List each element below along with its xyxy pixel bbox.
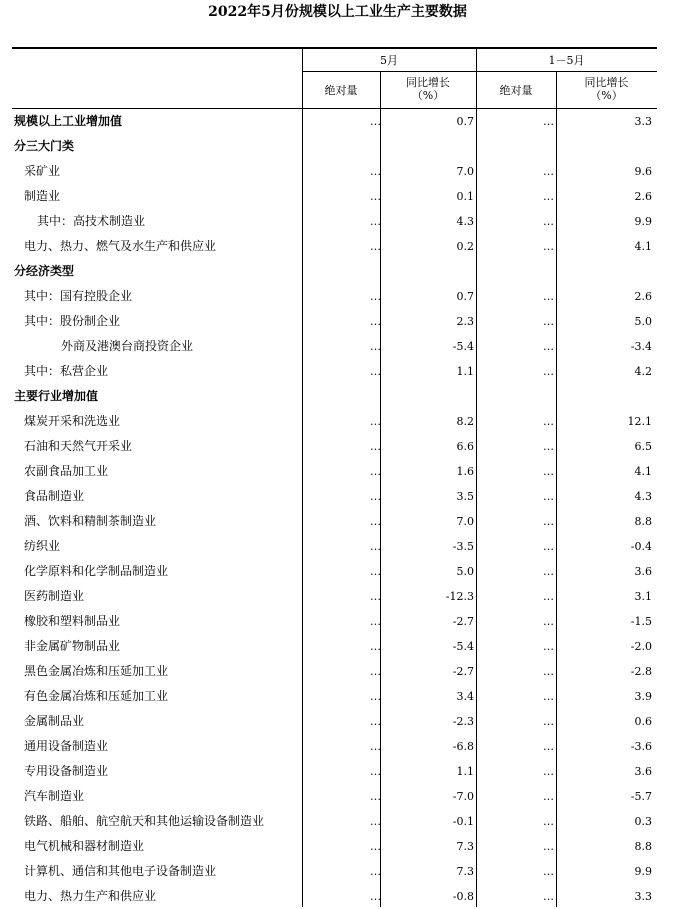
table-section-row (12, 259, 657, 284)
row-label: 电气机械和器材制造业 (24, 839, 145, 853)
table-row (12, 459, 657, 484)
yoy-may-cell: 0.7 (456, 290, 474, 303)
yoy-jan-may-cell: 3.3 (634, 115, 652, 128)
yoy-jan-may-cell (558, 259, 652, 284)
row-label: 其中：高技术制造业 (37, 214, 146, 228)
table-row (12, 534, 657, 559)
yoy-jan-may-cell: 8.8 (634, 840, 652, 853)
abs-may-cell: … (370, 565, 380, 578)
yoy-jan-may-cell: 6.5 (634, 440, 652, 453)
row-label: 橡胶和塑料制品业 (24, 614, 121, 628)
yoy-jan-may-cell: 3.6 (634, 765, 652, 778)
abs-jan-may-cell: … (543, 890, 553, 903)
yoy-jan-may-cell: -5.7 (630, 790, 652, 803)
yoy-jan-may-cell: 3.1 (634, 590, 652, 603)
row-label: 汽车制造业 (24, 789, 85, 803)
yoy-may-cell (382, 384, 474, 409)
yoy-may-cell: -5.4 (452, 640, 474, 653)
yoy-jan-may-cell: -3.4 (630, 340, 652, 353)
abs-jan-may-cell: … (543, 840, 553, 853)
yoy-may-cell: 5.0 (456, 565, 474, 578)
header-yoy-line1: 同比增长 (584, 76, 629, 89)
yoy-may-cell: -2.3 (452, 715, 474, 728)
abs-may-cell: … (370, 215, 380, 228)
abs-jan-may-cell: … (543, 590, 553, 603)
yoy-may-cell: -3.5 (452, 540, 474, 553)
yoy-jan-may-cell: 3.3 (634, 890, 652, 903)
table-row (12, 284, 657, 309)
yoy-jan-may-cell: 4.1 (634, 465, 652, 478)
yoy-jan-may-cell: 9.9 (634, 865, 652, 878)
abs-may-cell: … (370, 615, 380, 628)
table-row (12, 684, 657, 709)
row-label: 制造业 (24, 189, 61, 203)
abs-jan-may-cell: … (543, 665, 553, 678)
yoy-jan-may-cell: -3.6 (630, 740, 652, 753)
yoy-may-cell: 7.3 (456, 840, 474, 853)
yoy-jan-may-cell: 9.9 (634, 215, 652, 228)
row-label: 电力、热力、燃气及水生产和供应业 (24, 239, 217, 253)
row-label: 有色金属冶炼和压延加工业 (24, 689, 169, 703)
table-row (12, 509, 657, 534)
abs-jan-may-cell: … (543, 640, 553, 653)
abs-may-cell: … (370, 165, 380, 178)
abs-may-cell (302, 384, 380, 409)
yoy-may-cell: 3.4 (456, 690, 474, 703)
table-row (12, 809, 657, 834)
row-label: 化学原料和化学制品制造业 (24, 564, 169, 578)
abs-may-cell: … (370, 815, 380, 828)
yoy-may-cell: 4.3 (456, 215, 474, 228)
yoy-jan-may-cell: 4.3 (634, 490, 652, 503)
row-label: 金属制品业 (24, 714, 85, 728)
table-row (12, 634, 657, 659)
row-label: 纺织业 (24, 539, 61, 553)
abs-may-cell: … (370, 290, 380, 303)
yoy-may-cell: -0.1 (452, 815, 474, 828)
table-row (12, 759, 657, 784)
yoy-may-cell: -2.7 (452, 615, 474, 628)
table-row (12, 584, 657, 609)
yoy-may-cell: 7.3 (456, 865, 474, 878)
table-row (12, 334, 657, 359)
row-label: 外商及港澳台商投资企业 (61, 339, 194, 353)
row-label: 分经济类型 (14, 264, 75, 278)
table-row (12, 159, 657, 184)
yoy-jan-may-cell: 2.6 (634, 190, 652, 203)
abs-may-cell: … (370, 790, 380, 803)
abs-may-cell: … (370, 765, 380, 778)
yoy-jan-may-cell: 3.6 (634, 565, 652, 578)
row-label: 医药制造业 (24, 589, 85, 603)
abs-jan-may-cell: … (543, 315, 553, 328)
row-label: 其中：股份制企业 (24, 314, 121, 328)
yoy-may-cell: 8.2 (456, 415, 474, 428)
abs-jan-may-cell: … (543, 190, 553, 203)
table-section-row (12, 384, 657, 409)
table-row (12, 834, 657, 859)
abs-may-cell (302, 259, 380, 284)
yoy-may-cell: -5.4 (452, 340, 474, 353)
yoy-jan-may-cell: 2.6 (634, 290, 652, 303)
header-yoy-jan-may (556, 76, 657, 102)
abs-jan-may-cell: … (543, 765, 553, 778)
abs-may-cell: … (370, 340, 380, 353)
yoy-jan-may-cell: 4.1 (634, 240, 652, 253)
table-row (12, 734, 657, 759)
abs-may-cell: … (370, 865, 380, 878)
abs-may-cell: … (370, 415, 380, 428)
table-row (12, 184, 657, 209)
yoy-may-cell: 2.3 (456, 315, 474, 328)
abs-jan-may-cell: … (543, 465, 553, 478)
row-label: 铁路、船舶、航空航天和其他运输设备制造业 (24, 814, 265, 828)
table-row (12, 859, 657, 884)
abs-may-cell: … (370, 240, 380, 253)
abs-jan-may-cell: … (543, 715, 553, 728)
yoy-jan-may-cell: 0.6 (634, 715, 652, 728)
abs-may-cell: … (370, 590, 380, 603)
abs-jan-may-cell: … (543, 215, 553, 228)
yoy-jan-may-cell: 0.3 (634, 815, 652, 828)
abs-may-cell: … (370, 665, 380, 678)
yoy-jan-may-cell: -0.4 (630, 540, 652, 553)
yoy-may-cell: -2.7 (452, 665, 474, 678)
header-yoy-may (380, 76, 476, 102)
abs-may-cell: … (370, 115, 380, 128)
header-yoy-line1: 同比增长 (406, 76, 450, 89)
abs-jan-may-cell: … (543, 440, 553, 453)
table-row (12, 559, 657, 584)
table-row (12, 309, 657, 334)
row-label: 规模以上工业增加值 (14, 114, 123, 128)
row-label: 计算机、通信和其他电子设备制造业 (24, 864, 217, 878)
yoy-may-cell: -12.3 (445, 590, 474, 603)
abs-jan-may-cell: … (543, 365, 553, 378)
yoy-may-cell: 0.1 (456, 190, 474, 203)
row-label: 主要行业增加值 (14, 389, 99, 403)
row-label: 其中：国有控股企业 (24, 289, 133, 303)
abs-jan-may-cell: … (543, 290, 553, 303)
abs-may-cell: … (370, 890, 380, 903)
abs-jan-may-cell: … (543, 690, 553, 703)
yoy-may-cell: -0.8 (452, 890, 474, 903)
yoy-may-cell: 0.2 (456, 240, 474, 253)
yoy-jan-may-cell (558, 134, 652, 159)
abs-may-cell: … (370, 740, 380, 753)
abs-may-cell: … (370, 540, 380, 553)
row-label: 非金属矿物制品业 (24, 639, 121, 653)
abs-may-cell: … (370, 365, 380, 378)
table-row (12, 609, 657, 634)
table-row (12, 234, 657, 259)
yoy-jan-may-cell: 12.1 (627, 415, 652, 428)
yoy-jan-may-cell (558, 384, 652, 409)
abs-jan-may-cell: … (543, 340, 553, 353)
abs-may-cell: … (370, 715, 380, 728)
yoy-may-cell: 1.6 (456, 465, 474, 478)
row-label: 酒、饮料和精制茶制造业 (24, 514, 157, 528)
abs-jan-may-cell (477, 384, 553, 409)
yoy-may-cell: 1.1 (456, 365, 474, 378)
abs-may-cell: … (370, 190, 380, 203)
yoy-may-cell (382, 259, 474, 284)
table-row (12, 409, 657, 434)
abs-may-cell: … (370, 315, 380, 328)
row-label: 其中：私营企业 (24, 364, 109, 378)
yoy-jan-may-cell: 5.0 (634, 315, 652, 328)
yoy-jan-may-cell: 3.9 (634, 690, 652, 703)
header-yoy-line2: （%） (590, 89, 623, 102)
yoy-may-cell: 0.7 (456, 115, 474, 128)
abs-may-cell: … (370, 515, 380, 528)
abs-may-cell: … (370, 840, 380, 853)
abs-jan-may-cell (477, 134, 553, 159)
row-label: 采矿业 (24, 164, 61, 178)
yoy-may-cell: 6.6 (456, 440, 474, 453)
abs-may-cell: … (370, 465, 380, 478)
yoy-may-cell: 3.5 (456, 490, 474, 503)
row-label: 石油和天然气开采业 (24, 439, 133, 453)
table-section-row (12, 134, 657, 159)
abs-jan-may-cell: … (543, 565, 553, 578)
header-mid-rule (302, 71, 657, 72)
abs-jan-may-cell: … (543, 515, 553, 528)
header-abs-may: 绝对量 (324, 84, 358, 97)
table-row (12, 359, 657, 384)
table-row (12, 784, 657, 809)
table-row (12, 484, 657, 509)
yoy-may-cell: 7.0 (456, 515, 474, 528)
yoy-may-cell: 7.0 (456, 165, 474, 178)
page-title: 2022年5月份规模以上工业生产主要数据 (208, 4, 467, 20)
abs-jan-may-cell: … (543, 240, 553, 253)
row-label: 通用设备制造业 (24, 739, 109, 753)
abs-may-cell: … (370, 690, 380, 703)
header-yoy-line2: （%） (411, 89, 445, 102)
abs-jan-may-cell: … (543, 740, 553, 753)
abs-may-cell: … (370, 640, 380, 653)
header-period-jan-may: 1－5月 (548, 54, 585, 67)
abs-may-cell: … (370, 440, 380, 453)
row-label: 分三大门类 (14, 139, 75, 153)
abs-jan-may-cell: … (543, 415, 553, 428)
yoy-jan-may-cell: 4.2 (634, 365, 652, 378)
table-row (12, 434, 657, 459)
row-label: 电力、热力生产和供应业 (24, 889, 157, 903)
abs-jan-may-cell: … (543, 165, 553, 178)
table-section-row (12, 109, 657, 134)
yoy-jan-may-cell: -1.5 (630, 615, 652, 628)
abs-jan-may-cell: … (543, 490, 553, 503)
abs-jan-may-cell: … (543, 815, 553, 828)
abs-jan-may-cell: … (543, 540, 553, 553)
yoy-jan-may-cell: 8.8 (634, 515, 652, 528)
abs-jan-may-cell: … (543, 615, 553, 628)
yoy-jan-may-cell: -2.8 (630, 665, 652, 678)
row-label: 黑色金属冶炼和压延加工业 (24, 664, 169, 678)
table-top-rule (12, 47, 657, 49)
table-row (12, 659, 657, 684)
yoy-may-cell (382, 134, 474, 159)
row-label: 煤炭开采和洗选业 (24, 414, 121, 428)
abs-jan-may-cell: … (543, 115, 553, 128)
header-abs-jan-may: 绝对量 (499, 84, 533, 97)
abs-jan-may-cell: … (543, 865, 553, 878)
header-period-may: 5月 (380, 54, 398, 67)
table-row (12, 884, 657, 909)
row-label: 食品制造业 (24, 489, 85, 503)
table-row (12, 209, 657, 234)
yoy-jan-may-cell: -2.0 (630, 640, 652, 653)
row-label: 农副食品加工业 (24, 464, 109, 478)
yoy-may-cell: -7.0 (452, 790, 474, 803)
abs-jan-may-cell (477, 259, 553, 284)
table-row (12, 709, 657, 734)
yoy-jan-may-cell: 9.6 (634, 165, 652, 178)
abs-jan-may-cell: … (543, 790, 553, 803)
yoy-may-cell: 1.1 (456, 765, 474, 778)
abs-may-cell (302, 134, 380, 159)
abs-may-cell: … (370, 490, 380, 503)
row-label: 专用设备制造业 (24, 764, 109, 778)
yoy-may-cell: -6.8 (452, 740, 474, 753)
